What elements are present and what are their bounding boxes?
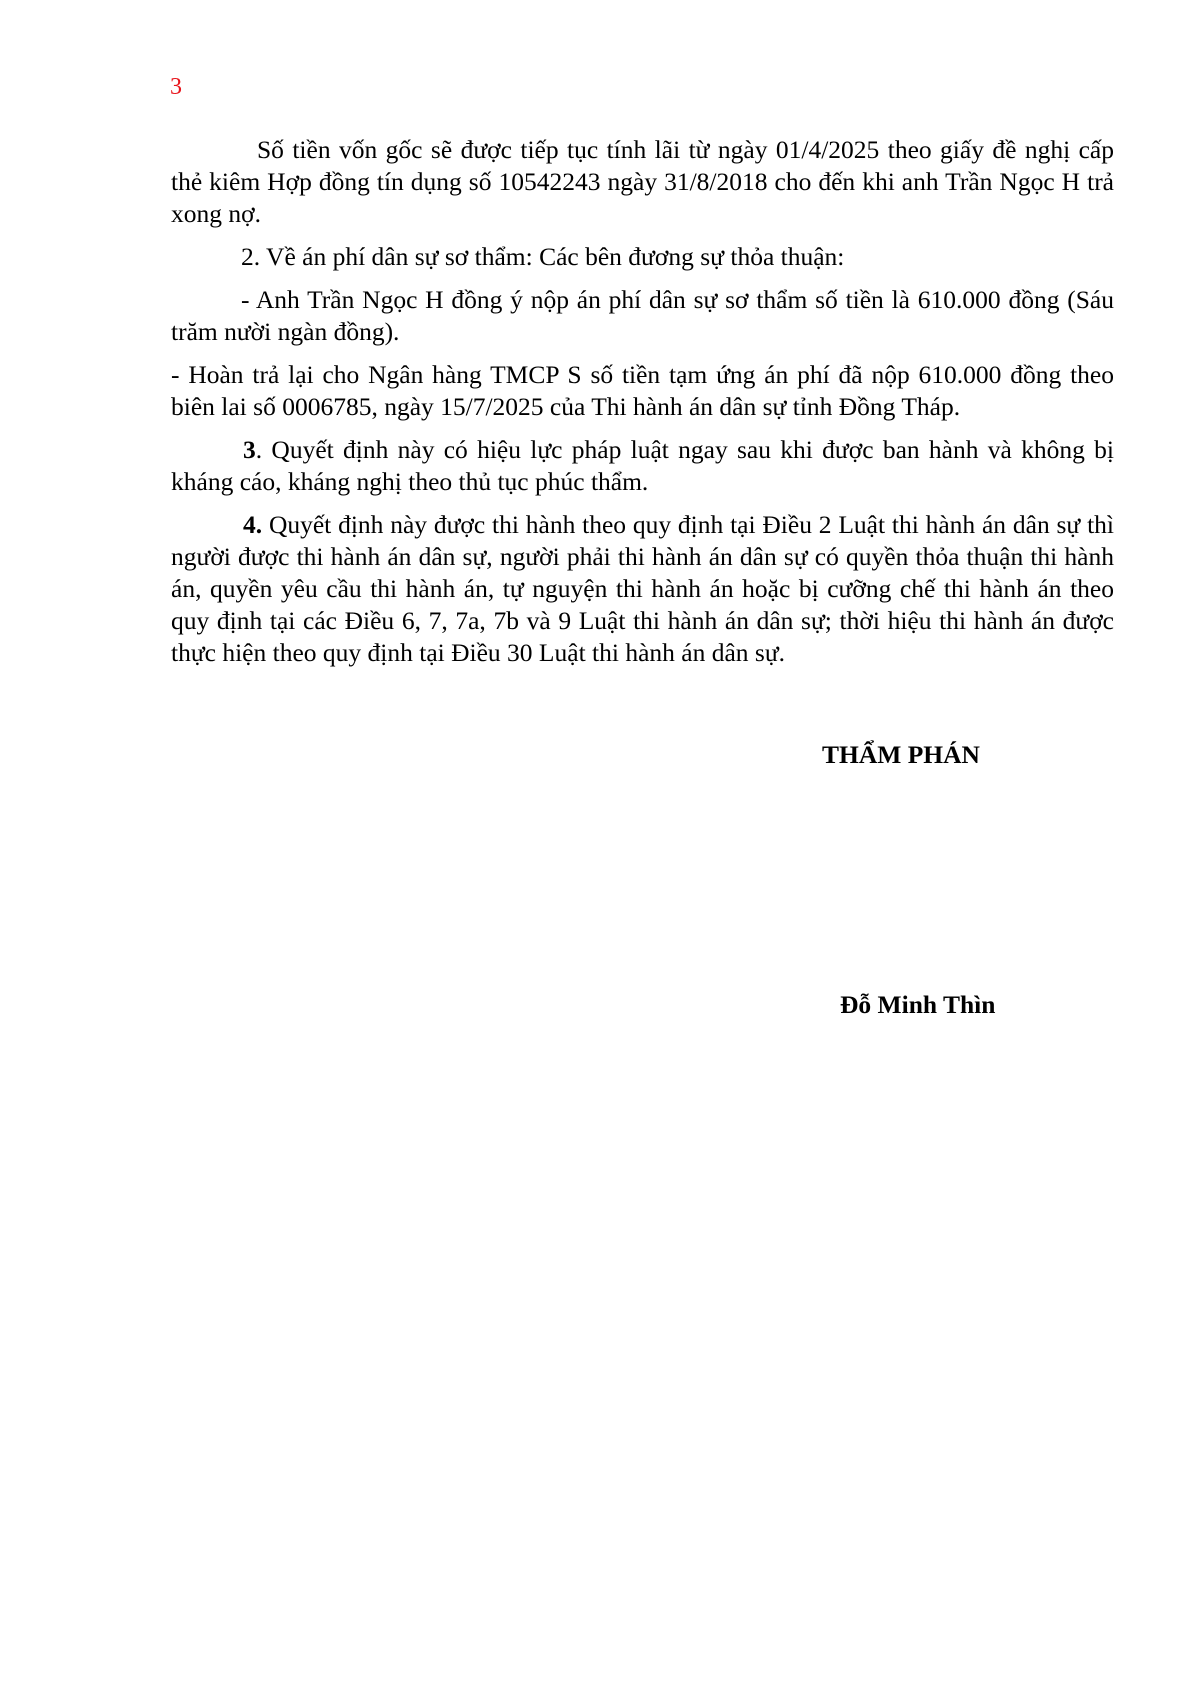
signature-name: Đỗ Minh Thìn bbox=[840, 990, 996, 1019]
document-body bbox=[171, 134, 1114, 680]
paragraph-principal-interest: Số tiền vốn gốc sẽ được tiếp tục tính lãi từ ngày 01/4/2025 theo giấy đề nghị cấp thẻ kiêm Hợp đồng tín dụng số 10542243 ngày 31/8/2018 cho đến khi anh Trần Ngọc H trả xong nợ. bbox=[171, 135, 1114, 228]
paragraph-court-fee-heading: 2. Về án phí dân sự sơ thẩm: Các bên đương sự thỏa thuận: bbox=[241, 242, 845, 271]
item-number-4: 4. bbox=[243, 510, 263, 539]
paragraph-enforcement bbox=[171, 509, 1114, 669]
paragraph-court-fee-payment: - Anh Trần Ngọc H đồng ý nộp án phí dân sự sơ thẩm số tiền là 610.000 đồng (Sáu trăm nười ngàn đồng). bbox=[171, 285, 1114, 346]
paragraph-decision-effect-text: . Quyết định này có hiệu lực pháp luật ngay sau khi được ban hành và không bị kháng cáo, kháng nghị theo thủ tục phúc thẩm. bbox=[171, 435, 1114, 496]
item-number-3: 3 bbox=[243, 435, 256, 464]
page-number: 3 bbox=[170, 74, 182, 100]
paragraph-enforcement-text: Quyết định này được thi hành theo quy định tại Điều 2 Luật thi hành án dân sự thì người được thi hành án dân sự, người phải thi hành án dân sự có quyền thỏa thuận thi hành án, quyền yêu cầu thi hành án, tự nguyện thi hành án hoặc bị cưỡng chế thi hành án theo quy định tại các Điều 6, 7, 7a, 7b và 9 Luật thi hành án dân sự; thời hiệu thi hành án được thực hiện theo quy định tại Điều 30 Luật thi hành án dân sự. bbox=[171, 510, 1114, 667]
paragraph-fee-refund: - Hoàn trả lại cho Ngân hàng TMCP S số tiền tạm ứng án phí đã nộp 610.000 đồng theo biên lai số 0006785, ngày 15/7/2025 của Thi hành án dân sự tỉnh Đồng Tháp. bbox=[171, 360, 1114, 421]
paragraph-decision-effect bbox=[171, 434, 1114, 498]
signature-title: THẨM PHÁN bbox=[822, 740, 980, 769]
